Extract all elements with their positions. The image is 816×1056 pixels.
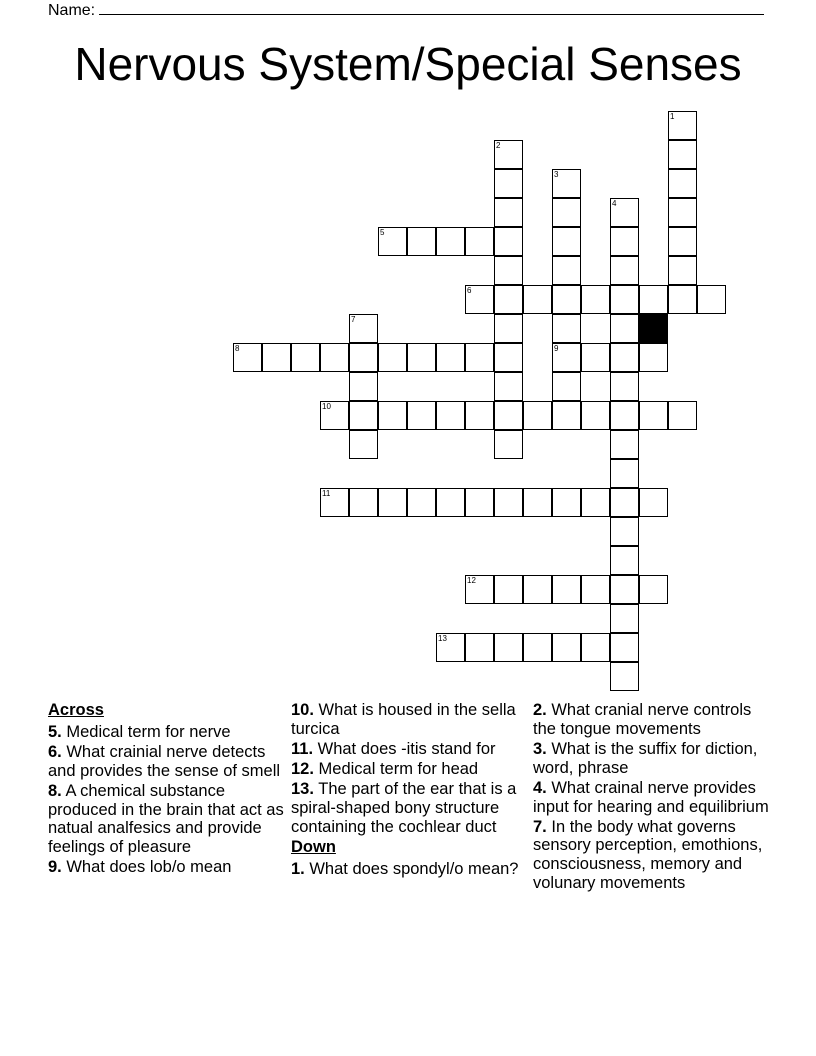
crossword-cell[interactable] xyxy=(494,575,523,604)
crossword-cell[interactable] xyxy=(494,401,523,430)
clue-number: 1. xyxy=(291,859,305,878)
crossword-cell[interactable] xyxy=(494,633,523,662)
clue-number: 8. xyxy=(48,781,62,800)
crossword-cell[interactable] xyxy=(610,343,639,372)
clue-start-number: 11 xyxy=(322,489,331,498)
crossword-cell[interactable] xyxy=(436,633,465,662)
clue-across-13 xyxy=(291,780,529,836)
crossword-cell[interactable] xyxy=(639,285,668,314)
crossword-cell[interactable] xyxy=(552,314,581,343)
crossword-cell[interactable] xyxy=(378,227,407,256)
clue-across-12 xyxy=(291,760,529,779)
clues-column-3 xyxy=(533,701,771,894)
clue-text: What is the suffix for diction, word, phrase xyxy=(533,739,758,777)
down-heading: Down xyxy=(291,837,336,856)
clue-start-number: 12 xyxy=(467,576,476,585)
crossword-block xyxy=(639,314,668,343)
crossword-cell[interactable] xyxy=(465,285,494,314)
crossword-cell[interactable] xyxy=(436,401,465,430)
crossword-cell[interactable] xyxy=(465,575,494,604)
clue-across-9 xyxy=(48,858,286,877)
clue-start-number: 4 xyxy=(612,199,617,208)
clues-column-1 xyxy=(48,701,286,878)
crossword-cell[interactable] xyxy=(668,140,697,169)
crossword-cell[interactable] xyxy=(610,575,639,604)
crossword-cell[interactable] xyxy=(494,256,523,285)
clue-number: 7. xyxy=(533,817,547,836)
clue-down-1 xyxy=(291,860,529,879)
crossword-cell[interactable] xyxy=(668,256,697,285)
crossword-cell[interactable] xyxy=(581,401,610,430)
crossword-cell[interactable] xyxy=(668,227,697,256)
crossword-cell[interactable] xyxy=(523,285,552,314)
crossword-cell[interactable] xyxy=(320,343,349,372)
crossword-cell[interactable] xyxy=(349,401,378,430)
crossword-cell[interactable] xyxy=(610,372,639,401)
crossword-cell[interactable] xyxy=(639,575,668,604)
crossword-cell[interactable] xyxy=(610,430,639,459)
crossword-cell[interactable] xyxy=(494,430,523,459)
crossword-cell[interactable] xyxy=(465,343,494,372)
crossword-cell[interactable] xyxy=(610,488,639,517)
crossword-cell[interactable] xyxy=(552,198,581,227)
clue-number: 12. xyxy=(291,760,314,779)
crossword-cell[interactable] xyxy=(494,372,523,401)
crossword-cell[interactable] xyxy=(494,314,523,343)
clue-text: What cranial nerve controls the tongue movements xyxy=(533,701,752,738)
crossword-cell[interactable] xyxy=(523,575,552,604)
crossword-cell[interactable] xyxy=(320,401,349,430)
crossword-cell[interactable] xyxy=(436,343,465,372)
crossword-cell[interactable] xyxy=(639,343,668,372)
crossword-cell[interactable] xyxy=(610,227,639,256)
clue-text: In the body what governs sensory perception, emothions, consciousness, memory and volunary movements xyxy=(533,817,763,892)
crossword-cell[interactable] xyxy=(407,488,436,517)
crossword-cell[interactable] xyxy=(349,314,378,343)
clue-number: 2. xyxy=(533,701,547,719)
crossword-cell[interactable] xyxy=(523,633,552,662)
page-title: Nervous System/Special Senses xyxy=(74,38,742,90)
clue-text: The part of the ear that is a spiral-shaped bony structure containing the cochlear duct xyxy=(291,780,517,836)
crossword-cell[interactable] xyxy=(552,285,581,314)
clue-across-10 xyxy=(291,701,529,738)
clue-number: 13. xyxy=(291,780,314,799)
crossword-cell[interactable] xyxy=(494,198,523,227)
crossword-cell[interactable] xyxy=(610,604,639,633)
clue-text: What crainial nerve detects and provides the sense of smell xyxy=(48,742,281,780)
crossword-cell[interactable] xyxy=(494,227,523,256)
clue-start-number: 1 xyxy=(670,112,675,121)
clue-across-11 xyxy=(291,740,529,759)
clue-across-8 xyxy=(48,782,286,857)
crossword-cell[interactable] xyxy=(349,372,378,401)
crossword-cell[interactable] xyxy=(552,343,581,372)
clue-start-number: 2 xyxy=(496,141,501,150)
clue-down-2 xyxy=(533,701,771,738)
clue-start-number: 13 xyxy=(438,634,447,643)
clue-number: 3. xyxy=(533,739,547,758)
crossword-cell[interactable] xyxy=(552,256,581,285)
crossword-cell[interactable] xyxy=(378,401,407,430)
crossword-cell[interactable] xyxy=(552,401,581,430)
crossword-cell[interactable] xyxy=(407,343,436,372)
crossword-cell[interactable] xyxy=(610,662,639,691)
crossword-cell[interactable] xyxy=(494,343,523,372)
crossword-cell[interactable] xyxy=(291,343,320,372)
clue-number: 10. xyxy=(291,701,314,719)
crossword-cell[interactable] xyxy=(639,488,668,517)
crossword-cell[interactable] xyxy=(668,198,697,227)
across-heading: Across xyxy=(48,701,104,719)
crossword-cell[interactable] xyxy=(523,401,552,430)
crossword-cell[interactable] xyxy=(494,169,523,198)
crossword-cell[interactable] xyxy=(233,343,262,372)
crossword-cell[interactable] xyxy=(610,459,639,488)
clue-down-7 xyxy=(533,818,771,893)
clue-text: Medical term for head xyxy=(318,760,479,779)
crossword-cell[interactable] xyxy=(581,633,610,662)
clue-across-5 xyxy=(48,723,286,742)
crossword-cell[interactable] xyxy=(610,256,639,285)
crossword-cell[interactable] xyxy=(668,111,697,140)
crossword-cell[interactable] xyxy=(465,488,494,517)
crossword-cell[interactable] xyxy=(494,285,523,314)
clue-start-number: 8 xyxy=(235,344,240,353)
crossword-cell[interactable] xyxy=(610,517,639,546)
crossword-cell[interactable] xyxy=(494,488,523,517)
crossword-cell[interactable] xyxy=(668,401,697,430)
clue-start-number: 6 xyxy=(467,286,472,295)
crossword-cell[interactable] xyxy=(465,633,494,662)
clue-number: 4. xyxy=(533,778,547,797)
crossword-cell[interactable] xyxy=(349,430,378,459)
crossword-cell[interactable] xyxy=(668,169,697,198)
crossword-cell[interactable] xyxy=(349,343,378,372)
clue-text: What crainal nerve provides input for hearing and equilibrium xyxy=(533,778,769,816)
crossword-cell[interactable] xyxy=(610,285,639,314)
crossword-cell[interactable] xyxy=(552,633,581,662)
crossword-cell[interactable] xyxy=(581,285,610,314)
crossword-cell[interactable] xyxy=(523,488,552,517)
crossword-cell[interactable] xyxy=(610,314,639,343)
crossword-cell[interactable] xyxy=(610,546,639,575)
crossword-cell[interactable] xyxy=(262,343,291,372)
crossword-cell[interactable] xyxy=(494,140,523,169)
clues-column-2 xyxy=(291,701,529,880)
crossword-cell[interactable] xyxy=(378,343,407,372)
crossword-cell[interactable] xyxy=(552,488,581,517)
crossword-cell[interactable] xyxy=(436,227,465,256)
crossword-cell[interactable] xyxy=(552,227,581,256)
crossword-cell[interactable] xyxy=(465,227,494,256)
crossword-cell[interactable] xyxy=(697,285,726,314)
clue-text: What does spondyl/o mean? xyxy=(309,859,519,878)
crossword-cell[interactable] xyxy=(436,488,465,517)
crossword-cell[interactable] xyxy=(552,169,581,198)
clue-number: 5. xyxy=(48,722,62,741)
clue-text: What does lob/o mean xyxy=(66,858,232,877)
clue-number: 11. xyxy=(291,739,314,758)
clue-text: What is housed in the sella turcica xyxy=(291,701,516,738)
crossword-cell[interactable] xyxy=(320,488,349,517)
crossword-cell[interactable] xyxy=(610,401,639,430)
crossword-cell[interactable] xyxy=(552,372,581,401)
crossword-cell[interactable] xyxy=(465,401,494,430)
clue-start-number: 5 xyxy=(380,228,385,237)
crossword-cell[interactable] xyxy=(407,401,436,430)
crossword-cell[interactable] xyxy=(407,227,436,256)
clue-start-number: 9 xyxy=(554,344,559,353)
crossword-cell[interactable] xyxy=(610,198,639,227)
clue-start-number: 3 xyxy=(554,170,559,179)
crossword-cell[interactable] xyxy=(610,633,639,662)
crossword-cell[interactable] xyxy=(378,488,407,517)
clue-text: What does -itis stand for xyxy=(317,739,496,758)
clue-start-number: 7 xyxy=(351,315,356,324)
crossword-cell[interactable] xyxy=(639,401,668,430)
clue-across-6 xyxy=(48,743,286,780)
clue-start-number: 10 xyxy=(322,402,331,411)
clue-number: 6. xyxy=(48,742,62,761)
crossword-cell[interactable] xyxy=(349,488,378,517)
crossword-cell[interactable] xyxy=(552,575,581,604)
crossword-cell[interactable] xyxy=(668,285,697,314)
clue-number: 9. xyxy=(48,858,62,877)
clue-down-4 xyxy=(533,779,771,816)
clue-down-3 xyxy=(533,740,771,777)
crossword-cell[interactable] xyxy=(581,575,610,604)
clue-text: Medical term for nerve xyxy=(66,722,231,741)
crossword-cell[interactable] xyxy=(581,488,610,517)
clue-text: A chemical substance produced in the brain that act as natual analfesics and provide feelings of pleasure xyxy=(48,781,284,856)
name-label: Name: xyxy=(48,2,96,19)
crossword-cell[interactable] xyxy=(581,343,610,372)
